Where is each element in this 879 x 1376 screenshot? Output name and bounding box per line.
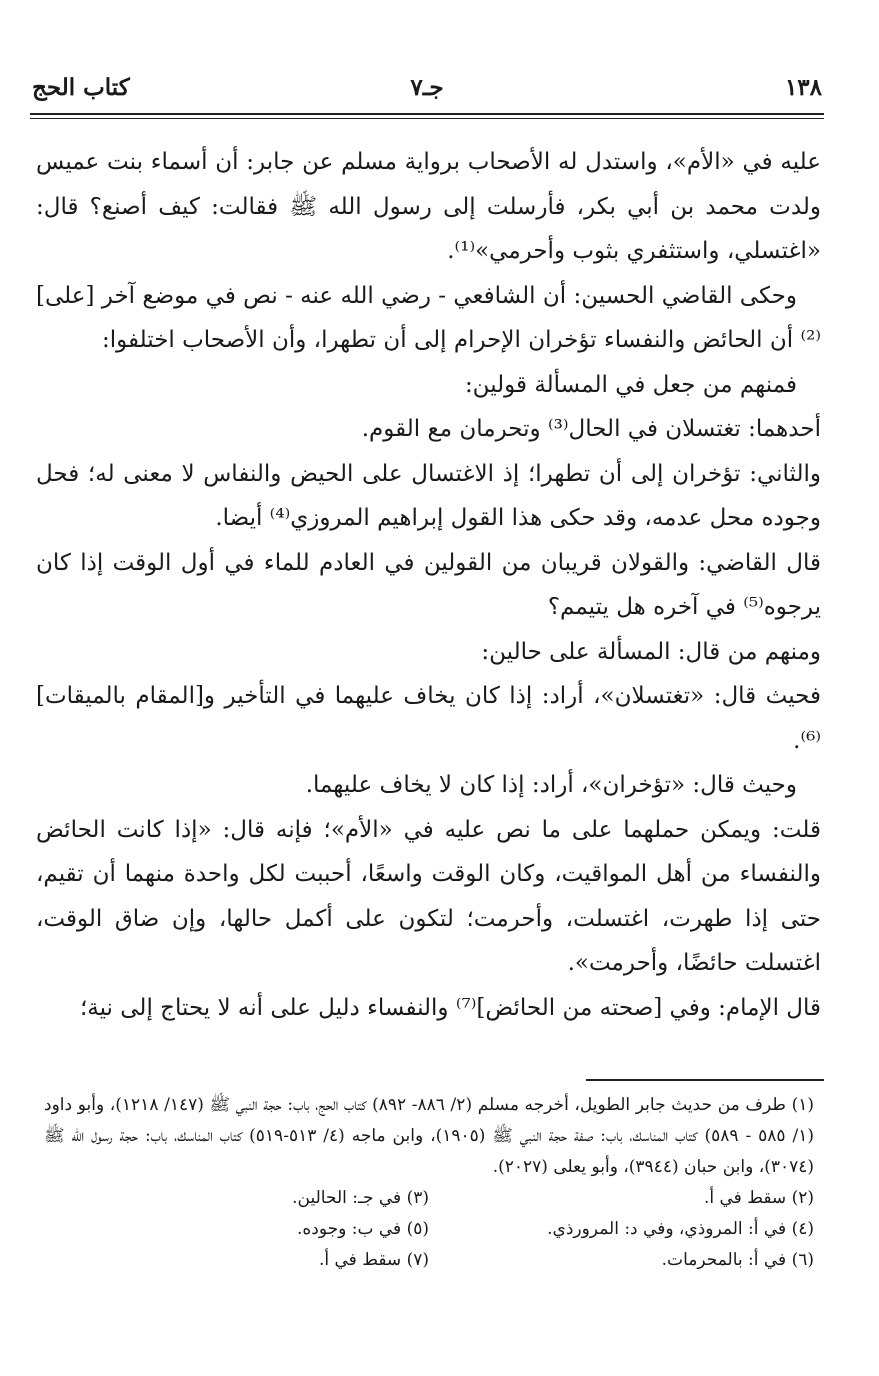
paragraph: فحيث قال: «تغتسلان»، أراد: إذا كان يخاف عليهما في التأخير و[المقام بالميقات]⁽⁶⁾. <box>36 683 821 754</box>
paragraph: قال الإمام: وفي [صحته من الحائض]⁽⁷⁾ والنفساء دليل على أنه لا يحتاج إلى نية؛ <box>79 994 821 1021</box>
volume-label: جـ٧ <box>410 74 444 101</box>
paragraph: ومنهم من قال: المسألة على حالين: <box>481 638 821 665</box>
footnote-1: (١) طرف من حديث جابر الطويل، أخرجه مسلم (٢/ ٨٨٦- ٨٩٢) كتاب الحج، باب: حجة النبي ﷺ (١٤٧/ ١٢١٨)، وأبو داود (١/ ٥٨٥ - ٥٨٩) كتاب المناسك، باب: صفة حجة النبي ﷺ (١٩٠٥)، وابن ماجه (٤/ ٥١٣-٥١٩) كتاب المناسك، باب: حجة رسول الله ﷺ (٣٠٧٤)، وابن حبان (٣٩٤٤)، وأبو يعلى (٢٠٢٧). <box>44 1095 814 1177</box>
paragraph: أحدهما: تغتسلان في الحال⁽³⁾ وتحرمان مع القوم. <box>361 416 821 442</box>
paragraph: والثاني: تؤخران إلى أن تطهرا؛ إذ الاغتسال على الحيض والنفاس لا معنى له؛ فحل وجوده محل عدمه، وقد حكى هذا القول إبراهيم المروزي⁽⁴⁾ أيضا. <box>36 460 821 531</box>
paragraph: وحكى القاضي الحسين: أن الشافعي - رضي الله عنه - نص في موضع آخر [على]⁽²⁾ أن الحائض والنفساء تؤخران الإحرام إلى أن تطهرا، وأن الأصحاب اختلفوا: <box>36 282 821 353</box>
page-header <box>32 72 822 108</box>
paragraph: قال القاضي: والقولان قريبان من القولين في العادم للماء في أول الوقت إذا كان يرجوه⁽⁵⁾ في آخره هل يتيمم؟ <box>36 549 821 620</box>
footnote-4: (٤) في أ: المروذي، وفي د: المرورذي. <box>547 1219 814 1239</box>
header-rule <box>30 113 824 115</box>
footnote-3: (٣) في جـ: الحالين. <box>292 1188 429 1208</box>
footnote-5: (٥) في ب: وجوده. <box>296 1219 429 1239</box>
paragraph: قلت: ويمكن حملهما على ما نص عليه في «الأم»؛ فإنه قال: «إذا كانت الحائض والنفساء من أهل المواقيت، وكان الوقت واسعًا، أحببت لكل واحدة منهما أن تقيم، حتى إذا طهرت، اغتسلت، وأحرمت؛ لتكون على أكمل حالها، وإن ضاق الوقت، اغتسلت حائضًا، وأحرمت». <box>36 816 821 976</box>
footnote-2: (٢) سقط في أ. <box>703 1188 814 1208</box>
footnote-separator <box>586 1079 824 1081</box>
footnote-grid <box>44 1183 814 1276</box>
footnote-6: (٦) في أ: بالمحرمات. <box>661 1250 814 1270</box>
paragraph: فمنهم من جعل في المسألة قولين: <box>464 371 797 398</box>
paragraph: عليه في «الأم»، واستدل له الأصحاب برواية مسلم عن جابر: أن أسماء بنت عميس ولدت محمد بن أبي بكر، فأرسلت إلى رسول الله ﷺ فقالت: كيف أصنع؟ قال: «اغتسلي، واستثفري بثوب وأحرمي»⁽¹⁾. <box>36 149 822 264</box>
header-rule-thin <box>30 118 824 119</box>
paragraph: وحيث قال: «تؤخران»، أراد: إذا كان لا يخاف عليهما. <box>305 772 797 798</box>
footnote-7: (٧) سقط في أ. <box>318 1250 429 1270</box>
book-title: كتاب الحج <box>32 74 130 101</box>
footnotes <box>44 1090 814 1276</box>
main-text <box>36 140 821 1030</box>
page-number: ١٣٨ <box>784 74 822 101</box>
